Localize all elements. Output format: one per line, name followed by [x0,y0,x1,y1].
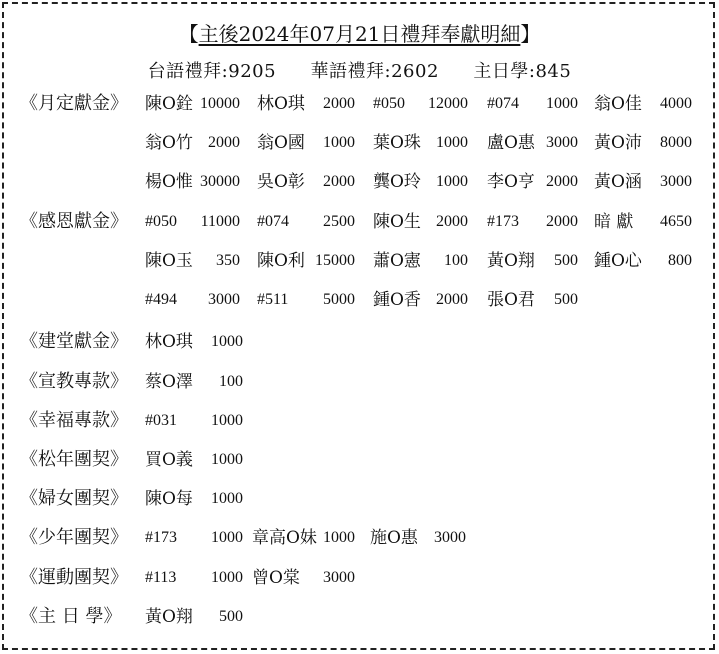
donor-name: #074 [487,95,519,112]
donor-name: 章高O妹 [252,528,317,548]
donation-amount: 1000 [211,333,243,350]
donor-name: 翁O國 [257,133,305,153]
donor-name: 陳O每 [145,489,193,509]
donor-name: #173 [145,529,177,546]
category-label: 《感恩獻金》 [20,211,128,232]
attendance-label-mandarin: 華語禮拜 [310,61,385,82]
donation-amount: 3000 [546,134,578,151]
donation-amount: 500 [554,291,578,308]
donation-amount: 2000 [546,213,578,230]
title-close-bracket: 】 [520,22,541,46]
donor-name: 暗 獻 [594,212,634,232]
donation-amount: 4650 [660,213,692,230]
donation-amount: 5000 [323,291,355,308]
category-label: 《宣教專款》 [20,371,128,392]
donor-name: 楊O惟 [145,172,193,192]
donor-name: 陳O生 [373,212,421,232]
donor-name: 黃O涵 [594,172,642,192]
donation-amount: 2000 [436,213,468,230]
donation-amount: 100 [444,252,468,269]
donor-name: 蔡O澤 [145,372,193,392]
page-title [0,20,719,48]
attendance-label-taiwanese: 台語禮拜 [147,61,222,82]
donation-amount: 500 [219,608,243,625]
category-label: 《主 日 學》 [20,606,122,627]
donation-amount: 1000 [323,529,355,546]
donation-amount: 100 [219,373,243,390]
donor-name: #031 [145,412,177,429]
donation-amount: 8000 [660,134,692,151]
donor-name: 張O君 [487,290,535,310]
donor-name: #113 [145,569,177,586]
category-label: 《婦女團契》 [20,488,128,509]
donation-amount: 1000 [436,134,468,151]
donor-name: 吳O彰 [257,172,305,192]
donor-name: 陳O利 [257,251,305,271]
donation-amount: 10000 [200,95,240,112]
donor-name: 林O琪 [257,94,305,114]
donor-name: #173 [487,213,519,230]
category-label: 《幸福專款》 [20,410,128,431]
donor-name: 龔O玲 [373,172,421,192]
donation-amount: 1000 [211,490,243,507]
donor-name: 陳O銓 [145,94,193,114]
donor-name: 陳O玉 [145,251,193,271]
donor-name: 施O惠 [370,528,418,548]
donation-amount: 1000 [211,529,243,546]
category-label: 《月定獻金》 [20,93,128,114]
attendance-value-mandarin: 2602 [391,61,439,82]
title-text: 主後2024年07月21日禮拜奉獻明細 [198,22,521,46]
donor-name: 蕭O憲 [373,251,421,271]
donor-name: 盧O惠 [487,133,535,153]
donation-amount: 800 [668,252,692,269]
category-label: 《建堂獻金》 [20,331,128,352]
donor-name: #511 [257,291,289,308]
donation-amount: 2000 [323,95,355,112]
donor-name: #050 [145,213,177,230]
donor-name: 黃O翔 [145,607,193,627]
attendance-line: 台語禮拜:9205 華語禮拜:2602 主日學:845 [0,59,719,85]
donor-name: 黃O沛 [594,133,642,153]
donation-amount: 2000 [323,173,355,190]
donor-name: #494 [145,291,177,308]
donation-amount: 4000 [660,95,692,112]
donation-amount: 1000 [546,95,578,112]
attendance-value-taiwanese: 9205 [228,61,277,82]
donor-name: 葉O珠 [373,133,421,153]
donation-amount: 1000 [211,569,243,586]
donation-amount: 1000 [436,173,468,190]
donor-name: 李O亨 [487,172,535,192]
donor-name: 翁O佳 [594,94,642,114]
donation-amount: 2000 [436,291,468,308]
donation-amount: 2500 [323,213,355,230]
donor-name: 鍾O心 [594,251,642,271]
donor-name: 翁O竹 [145,133,193,153]
donor-name: 買O義 [145,450,193,470]
donor-name: 黃O翔 [487,251,535,271]
donation-amount: 3000 [660,173,692,190]
donor-name: #050 [373,95,405,112]
category-label: 《松年團契》 [20,449,128,470]
donation-amount: 1000 [211,451,243,468]
donation-amount: 3000 [208,291,240,308]
category-label: 《運動團契》 [20,567,128,588]
donation-amount: 11000 [200,213,240,230]
donation-amount: 1000 [323,134,355,151]
donation-amount: 3000 [323,569,355,586]
donation-amount: 2000 [546,173,578,190]
donor-name: 曾O棠 [252,568,300,588]
category-label: 《少年團契》 [20,527,128,548]
title-open-bracket: 【 [178,22,199,46]
attendance-label-sunday-school: 主日學 [473,61,529,82]
donation-amount: 12000 [428,95,468,112]
donation-amount: 1000 [211,412,243,429]
donor-name: 林O琪 [145,332,193,352]
donor-name: 鍾O香 [373,290,421,310]
donation-amount: 500 [554,252,578,269]
donation-amount: 350 [216,252,240,269]
donation-amount: 30000 [200,173,240,190]
donation-amount: 15000 [315,252,355,269]
donation-amount: 2000 [208,134,240,151]
donation-amount: 3000 [434,529,466,546]
donor-name: #074 [257,213,289,230]
attendance-value-sunday-school: 845 [535,61,572,82]
